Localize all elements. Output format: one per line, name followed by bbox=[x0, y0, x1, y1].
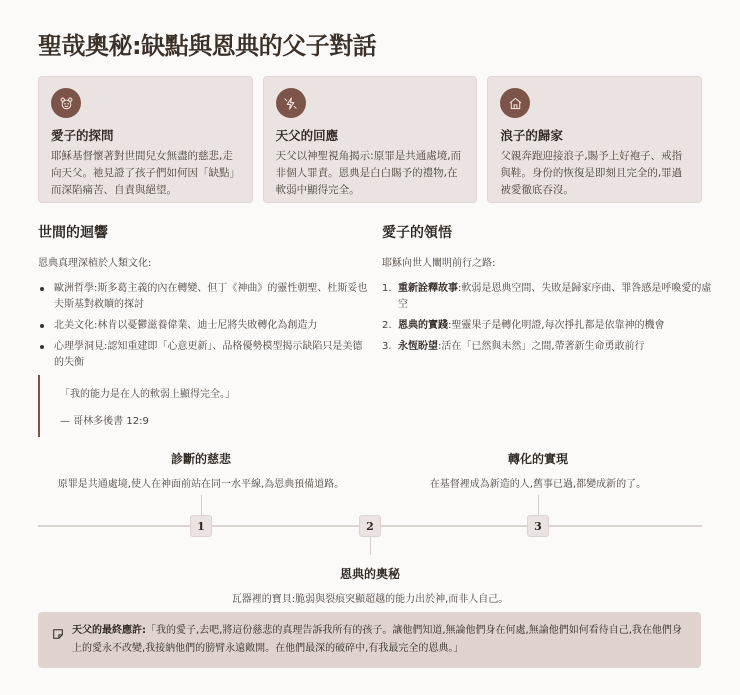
section-heading: 愛子的領悟 bbox=[382, 225, 452, 241]
timeline-desc: 原罪是共通處境,使人在神面前站在同一水平線,為恩典預備道路。 bbox=[57, 479, 345, 490]
insight-list bbox=[382, 281, 712, 355]
final-promise-text: 天父的最終應許:「我的愛子,去吧,將這份慈悲的真理告訴我所有的孩子。讓他們知道,無論他們身在何處,無論他們如何看待自己,我在他們身上的愛永不改變,我接納他們的膀臂永遠敞開。在他們最深的破碎中,有我最完全的恩典。」 bbox=[72, 625, 682, 654]
section-intro: 耶穌向世人闡明前行之路: bbox=[382, 258, 496, 269]
quote-citation: — 哥林多後書 12:9 bbox=[60, 416, 149, 427]
final-promise-callout bbox=[38, 612, 701, 668]
bullet-icon bbox=[40, 345, 44, 349]
quote-text: 「我的能力是在人的軟弱上顯得完全。」 bbox=[60, 389, 235, 400]
card-text: 天父以神聖視角揭示:原罪是共通處境,而非個人罪責。恩典是白白賜予的禮物,在軟弱中顯得完全。 bbox=[275, 150, 462, 196]
card-prodigal-return bbox=[487, 76, 702, 203]
card-title: 浪子的歸家 bbox=[500, 128, 563, 143]
worldly-echoes-section bbox=[38, 222, 368, 376]
timeline-marker-2: 2 bbox=[359, 515, 381, 537]
card-beloved-son bbox=[38, 76, 253, 203]
card-text: 父親奔跑迎接浪子,賜予上好袍子、戒指與鞋。身份的恢復是即刻且完全的,罪過被愛徹底吞沒。 bbox=[500, 150, 683, 196]
timeline-stem bbox=[370, 537, 371, 555]
timeline-node-2 bbox=[209, 565, 531, 605]
card-father-response bbox=[263, 76, 478, 203]
son-insight-section bbox=[382, 222, 712, 360]
timeline-desc: 在基督裡成為新造的人,舊事已過,都變成新的了。 bbox=[429, 479, 647, 490]
section-heading: 世間的迴響 bbox=[38, 225, 108, 241]
story-cards bbox=[38, 76, 702, 203]
timeline-title: 恩典的奧秘 bbox=[339, 567, 400, 581]
scripture-quote bbox=[38, 375, 358, 437]
timeline-marker-3: 3 bbox=[527, 515, 549, 537]
timeline-title: 轉化的實現 bbox=[507, 452, 568, 466]
section-intro: 恩典真理深植於人類文化: bbox=[38, 258, 152, 269]
card-title: 愛子的探問 bbox=[51, 128, 114, 143]
echoes-list bbox=[38, 281, 368, 371]
list-item: 歐洲哲學:斯多葛主義的內在轉變、但丁《神曲》的靈性朝聖、杜斯妥也夫斯基對救贖的探討 bbox=[38, 281, 368, 313]
timeline-marker-1: 1 bbox=[190, 515, 212, 537]
page-title: 聖哉奧秘:缺點與恩典的父子對話 bbox=[38, 32, 377, 60]
bear-face-icon bbox=[51, 88, 81, 118]
list-item: 北美文化:林肯以憂鬱滋養偉業、迪士尼將失敗轉化為創造力 bbox=[38, 318, 368, 334]
list-item: 2. 恩典的實踐:聖靈果子是轉化明證,每次掙扎都是依靠神的機會 bbox=[382, 320, 665, 331]
timeline-node-1 bbox=[40, 450, 362, 490]
bullet-icon bbox=[40, 287, 44, 291]
card-title: 天父的回應 bbox=[275, 128, 339, 143]
timeline-desc: 瓦器裡的寶貝:脆弱與裂痕突顯超越的能力出於神,而非人自己。 bbox=[231, 594, 509, 605]
timeline-stem bbox=[538, 495, 539, 515]
note-icon bbox=[52, 625, 66, 668]
list-item: 1. 重新詮釋故事:軟弱是恩典空間、失敗是歸家序曲、罪咎感是呼喚愛的虛空 bbox=[382, 283, 712, 310]
timeline-stem bbox=[201, 495, 202, 515]
lightning-icon bbox=[276, 88, 306, 118]
card-text: 耶穌基督懷著對世間兒女無盡的慈悲,走向天父。祂見證了孩子們如何因「缺點」而深陷痛苦、自責與絕望。 bbox=[51, 150, 235, 196]
list-item: 3. 永恆盼望:活在「已然與未然」之間,帶著新生命勇敢前行 bbox=[382, 341, 645, 352]
timeline-node-3 bbox=[377, 450, 699, 490]
home-icon bbox=[500, 88, 530, 118]
bullet-icon bbox=[40, 324, 44, 328]
timeline-title: 診斷的慈悲 bbox=[170, 452, 231, 466]
list-item: 心理學洞見:認知重建即「心意更新」、品格優勢模型揭示缺陷只是美德的失衡 bbox=[38, 339, 368, 371]
